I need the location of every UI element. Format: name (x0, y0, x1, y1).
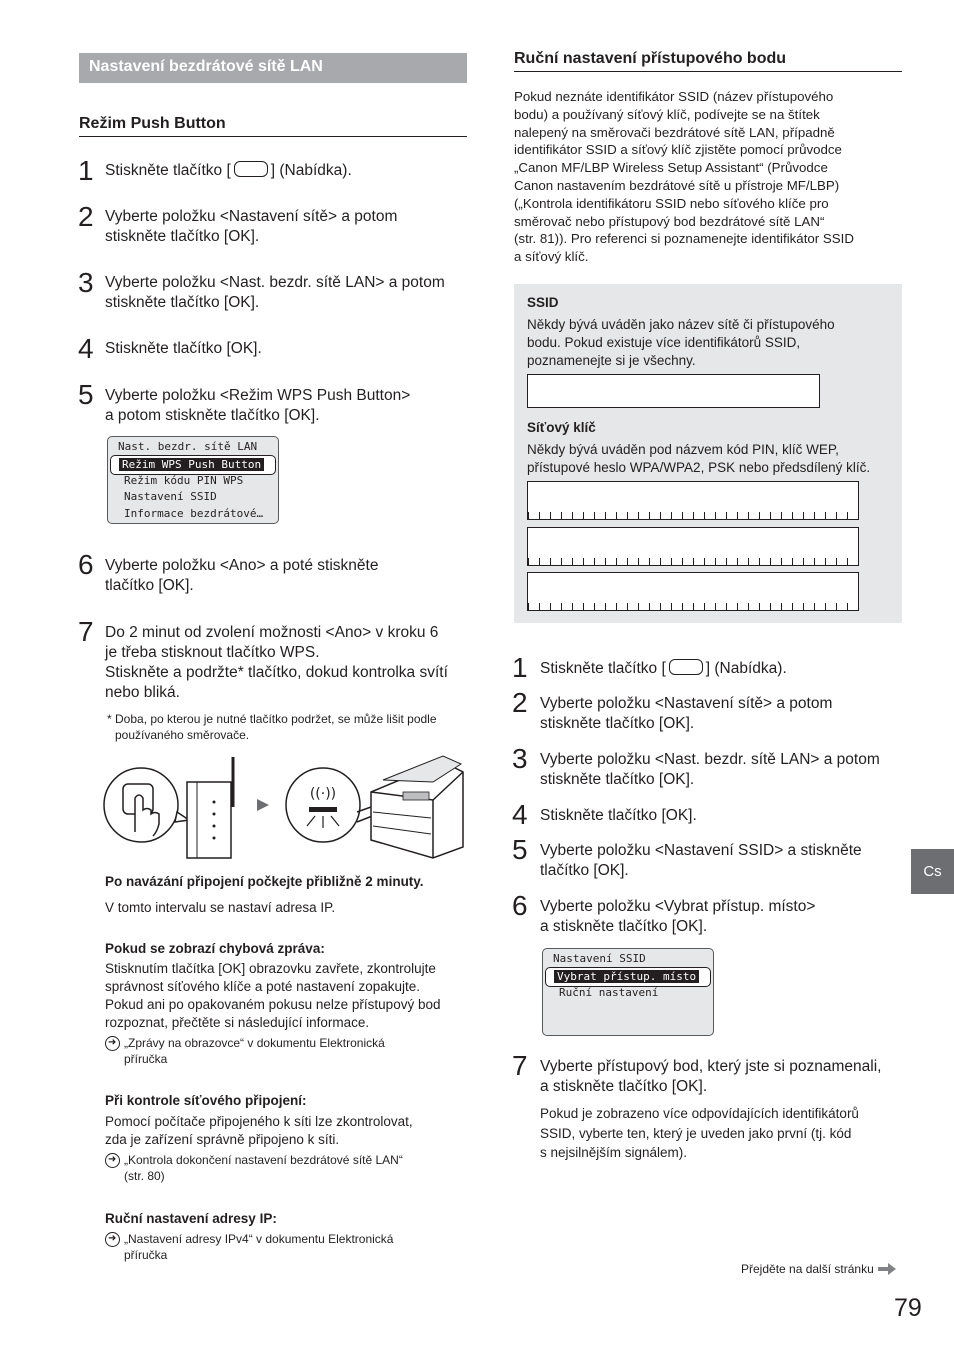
step-text: Vyberte položku <Nast. bezdr. sítě LAN> a potom stiskněte tlačítko [OK]. (105, 274, 445, 311)
network-key-description: Někdy bývá uváděn pod názvem kód PIN, klíč WEP, přístupové heslo WPA/WPA2, PSK nebo předsdílený klíč. (527, 442, 871, 475)
svg-text:((·)): ((·)) (309, 786, 337, 802)
next-page-arrow-icon (878, 1263, 896, 1275)
error-text: Stisknutím tlačítka [OK] obrazovku zavřete, zkontrolujte správnost síťového klíče a poté nastavení zopakujte. Pokud ani po opakovaném pokusu nelze přístupový bod rozpoznat, přečtěte si následující informace. (105, 961, 441, 1030)
step-text: Vyberte položku <Nastavení sítě> a potom stiskněte tlačítko [OK]. (540, 695, 833, 732)
step-note: Pokud je zobrazeno více odpovídajících identifikátorů SSID, vyberte ten, který je uveden jako první (tj. kód s nejsilnějším signálem). (540, 1106, 859, 1160)
step-text: Stiskněte tlačítko [OK]. (105, 340, 262, 357)
lcd-screen-wireless-menu (107, 436, 279, 524)
step-text: Do 2 minut od zvolení možnosti <Ano> v kroku 6 je třeba stisknout tlačítko WPS. Stiskněte a podržte* tlačítko, dokud kontrolka svítí nebo bliká. (105, 624, 448, 701)
menu-key-icon (234, 161, 268, 177)
step-number: 3 (512, 743, 528, 774)
error-heading: Pokud se zobrazí chybová zpráva: (105, 941, 325, 956)
arrow-right-icon (257, 799, 269, 811)
step-text: Stiskněte tlačítko [ ] (Nabídka). (540, 660, 787, 677)
step-number: 5 (78, 379, 94, 410)
step-text: Vyberte položku <Nast. bezdr. sítě LAN> a potom stiskněte tlačítko [OK]. (540, 751, 880, 788)
lcd-selected-item: Režim WPS Push Button (110, 455, 276, 475)
lcd-screen-ssid-menu (542, 948, 714, 1036)
step-text: Vyberte položku <Režim WPS Push Button> a potom stiskněte tlačítko [OK]. (105, 387, 411, 424)
subsection-title-manual-ap: Ruční nastavení přístupového bodu (514, 50, 902, 72)
ssid-heading: SSID (527, 295, 559, 310)
subsection-title-push-button: Režim Push Button (79, 115, 467, 137)
step-number: 5 (512, 834, 528, 865)
step-number: 2 (78, 201, 94, 232)
language-tab: Cs (911, 849, 954, 894)
menu-key-icon (669, 659, 703, 675)
lcd-selected-item: Vybrat přístup. místo (545, 967, 711, 987)
step-text: Vyberte položku <Nastavení SSID> a stiskněte tlačítko [OK]. (540, 842, 862, 879)
footnote: * Doba, po kterou je nutné tlačítko podržet, se může lišit podle používaného směrovače. (107, 712, 437, 742)
intro-paragraph: Pokud neznáte identifikátor SSID (název přístupového bodu) a používaný síťový klíč, podívejte se na štítek nalepený na směrovači bezdrátové sítě LAN, případně identifikátor SSID a síťový klíč zjistěte pomocí průvodce „Canon MF/LBP Wireless Setup Assistant“ (Průvodce Canon nastavením bezdrátové sítě u přístroje MF/LBP) („Kontrola identifikátoru SSID nebo síťového klíče pro směrovač nebo přístupový bod bezdrátové sítě LAN“ (str. 81)). Pro referenci si poznamenejte identifikátor SSID a síťový klíč. (514, 89, 854, 265)
next-page-hint: Přejděte na další stránku (741, 1261, 896, 1277)
step-number: 6 (512, 890, 528, 921)
step-number: 1 (78, 155, 94, 186)
finger-press-icon (104, 768, 189, 842)
printer-icon (371, 756, 463, 858)
router-icon (187, 757, 233, 858)
network-key-write-field[interactable] (527, 527, 859, 566)
check-heading: Při kontrole síťového připojení: (105, 1093, 307, 1108)
step-text: Vyberte položku <Vybrat přístup. místo> a stiskněte tlačítko [OK]. (540, 898, 816, 935)
step-number: 7 (512, 1050, 528, 1081)
lcd-item: Ruční nastavení (559, 986, 659, 999)
lcd-title: Nast. bezdr. sítě LAN (118, 440, 258, 453)
wait-text: V tomto intervalu se nastaví adresa IP. (105, 900, 336, 915)
step-number: 4 (78, 333, 94, 364)
network-key-write-field[interactable] (527, 481, 859, 520)
lcd-title: Nastavení SSID (553, 952, 646, 965)
page-number: 79 (894, 1294, 922, 1322)
ssid-description: Někdy bývá uváděn jako název sítě či přístupového bodu. Pokud existuje více identifikátorů SSID, poznamenejte si je všechny. (527, 317, 835, 368)
ssid-write-field[interactable] (527, 374, 820, 408)
step-number: 7 (78, 616, 94, 647)
step-text: Stiskněte tlačítko [ ] (Nabídka). (105, 162, 352, 179)
step-number: 4 (512, 799, 528, 830)
step-number: 3 (78, 267, 94, 298)
check-text: Pomocí počítače připojeného k síti lze zkontrolovat, zda je zařízení správně připojeno k síti. (105, 1114, 413, 1147)
network-key-heading: Síťový klíč (527, 420, 596, 435)
section-title-bar (79, 53, 467, 83)
step-text: Stiskněte tlačítko [OK]. (540, 807, 697, 824)
step-number: 1 (512, 652, 528, 683)
check-reference: ➜ „Kontrola dokončení nastavení bezdrátové sítě LAN“ (str. 80) (105, 1152, 465, 1184)
step-text: Vyberte položku <Nastavení sítě> a potom stiskněte tlačítko [OK]. (105, 208, 398, 245)
step-number: 6 (78, 549, 94, 580)
step-text: Vyberte přístupový bod, který jste si poznamenali, a stiskněte tlačítko [OK]. (540, 1058, 882, 1095)
lcd-item: Informace bezdrátové… (124, 507, 264, 520)
network-key-write-field[interactable] (527, 572, 859, 611)
reference-arrow-icon (105, 1232, 120, 1247)
error-reference: ➜ „Zprávy na obrazovce“ v dokumentu Elektronická příručka (105, 1035, 465, 1067)
wait-heading: Po navázání připojení počkejte přibližně 2 minuty. (105, 874, 424, 889)
reference-arrow-icon (105, 1036, 120, 1051)
section-title: Nastavení bezdrátové sítě LAN (89, 58, 323, 75)
step-number: 2 (512, 687, 528, 718)
reference-arrow-icon (105, 1153, 120, 1168)
ip-reference: ➜ „Nastavení adresy IPv4“ v dokumentu Elektronická příručka (105, 1231, 465, 1263)
wps-illustration (103, 752, 465, 862)
step-text: Vyberte položku <Ano> a poté stiskněte tlačítko [OK]. (105, 557, 379, 594)
lcd-item: Nastavení SSID (124, 490, 217, 503)
lcd-item: Režim kódu PIN WPS (124, 474, 244, 487)
ip-heading: Ruční nastavení adresy IP: (105, 1211, 277, 1226)
